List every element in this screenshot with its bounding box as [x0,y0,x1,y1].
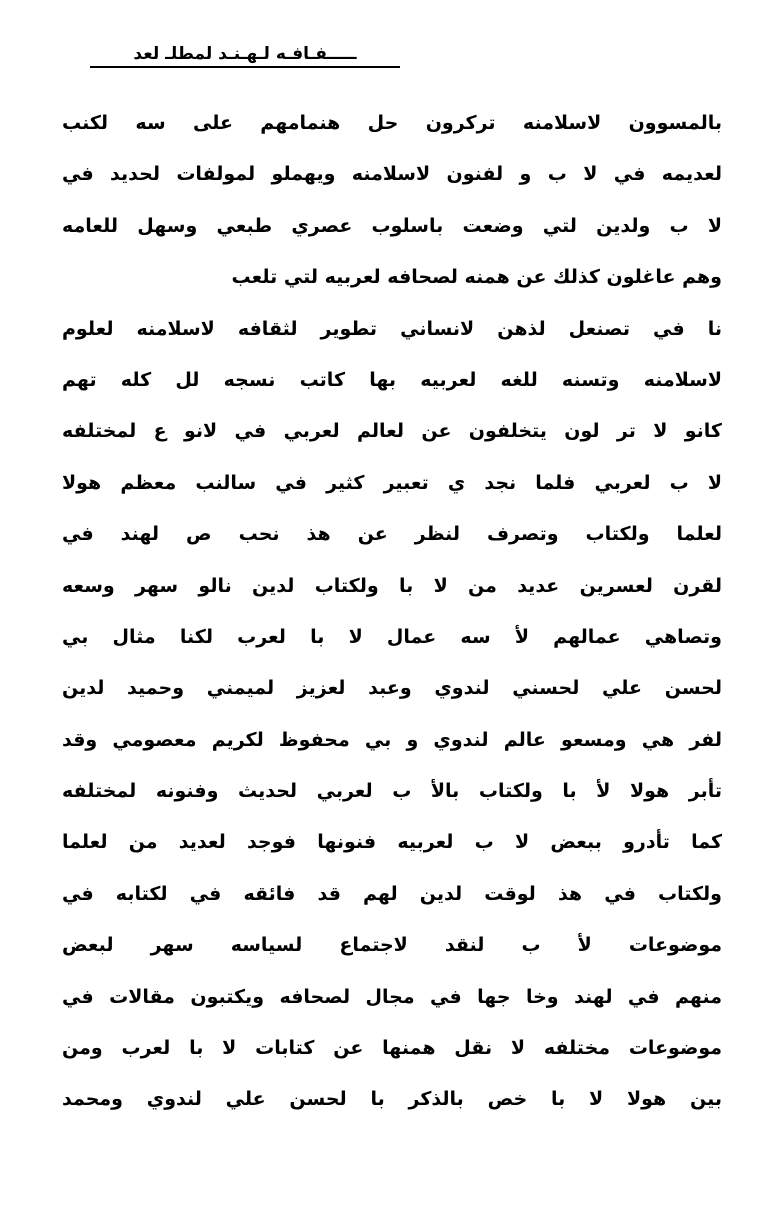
text-line: موضوعات مختلفه لا نقل همنها عن كتابات لا با لعرب ومن [62,1037,722,1060]
text-line: تأبر هولا لأ با ولكتاب بالأ ب لعربي لحديث وفنونه لمختلفه [62,780,722,803]
text-line: لا ب لعربي فلما نجد ي تعبير كثير في سالنب معظم هولا [62,471,722,494]
text-line: وهم عاغلون كذلك عن همنه لصحافه لعربيه لتي تلعب [231,266,722,289]
body-text [62,98,722,1126]
text-line: منهم في لهند وخا جها في مجال لصحافه ويكتبون مقالات في [62,985,722,1008]
text-line: بالمسوون لاسلامنه تركرون حل هنمامهم على سه لكنب [62,112,722,134]
text-line: لاسلامنه وتسنه للغه لعربيه بها كاتب نسجه لل كله تهم [62,368,722,391]
text-line: لا ب ولدين لتي وضعت باسلوب عصري طبعي وسهل للعامه [62,214,722,237]
text-line: نا في تصنعل لذهن لانساني تطوير لثقافه لاسلامنه لعلوم [62,317,722,340]
text-line: وتصاهي عمالهم لأ سه عمال لا با لعرب لكنا مثال بي [62,625,722,648]
text-line: لفر هي ومسعو عالم لندوي و بي محفوظ لكريم معصومي وقد [62,728,722,751]
text-line: لقرن لعسرين عديد من لا با ولكتاب لدين نالو سهر وسعه [62,574,722,597]
header-underline [90,66,400,68]
text-line: ولكتاب في هذ لوقت لدين لهم قد فائقه في لكتابه في [62,882,722,905]
page-header: ـــــفـافـه لـهـنـد لمطلـ لعد [133,44,357,64]
text-line: موضوعات لأ ب لنقد لاجتماع لسياسه سهر لبعض [62,934,722,957]
text-line: بين هولا لا با خص بالذكر با لحسن علي لندوي ومحمد [62,1088,722,1111]
text-line: لحسن علي لحسني لندوي وعبد لعزيز لميمني وحميد لدين [62,677,722,700]
text-line: كانو لا تر لون يتخلفون عن لعالم لعربي في لانو ع لمختلفه [62,420,722,443]
text-line: كما تأدرو ببعض لا ب لعربيه فنونها فوجد لعديد من لعلما [62,831,722,854]
text-line: لعديمه في لا ب و لفنون لاسلامنه ويهملو لمولفات لحديد في [62,163,722,186]
text-line: لعلما ولكتاب وتصرف لنظر عن هذ نحب ص لهند في [62,523,722,546]
